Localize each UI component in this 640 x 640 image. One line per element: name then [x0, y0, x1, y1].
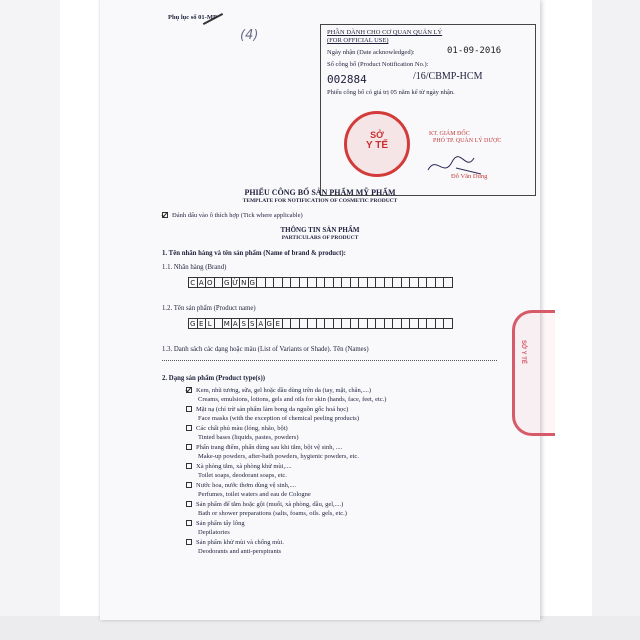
brand-letter-grid [188, 277, 452, 288]
date-acknowledged-label: Ngày nhận (Date acknowledged): [327, 49, 415, 56]
official-box-title: PHẦN DÀNH CHO CƠ QUAN QUẢN LÝ [327, 29, 443, 36]
letter-cell: L [205, 318, 215, 329]
appendix-label: Phụ lục số 01-MP [168, 14, 217, 21]
letter-cell: S [239, 318, 249, 329]
letter-cell: C [188, 277, 198, 288]
product-name-label: 1.2. Tên sản phẩm (Product name) [162, 305, 256, 312]
product-type-item [186, 519, 516, 537]
product-type-en: Toilet soaps, deodorant soaps, etc. [198, 472, 287, 479]
handwritten-page-number: (4) [240, 28, 259, 43]
product-type-vi [186, 500, 516, 509]
product-type-en: Bath or shower preparations (salts, foams, oils. gels, etc.) [198, 510, 347, 517]
letter-cell: G [248, 277, 258, 288]
official-box-title-en: (FOR OFFICIAL USE) [327, 37, 389, 44]
letter-cell: O [206, 279, 213, 287]
letter-cell: G [188, 318, 198, 329]
product-type-vi-text: Mặt nạ (chỉ trừ sản phẩm làm bong da nguồn gốc hoá học) [196, 406, 349, 413]
checkbox-icon [186, 539, 192, 545]
signer-title-1: KT. GIÁM ĐỐC [429, 131, 470, 137]
letter-cell: Ừ [232, 279, 239, 287]
seal-line-2: Y TẾ [365, 140, 389, 151]
notification-number-suffix: /16/CBMP-HCM [413, 71, 483, 82]
letter-cell [443, 318, 453, 329]
background-right [592, 0, 640, 640]
letter-cell [443, 277, 453, 288]
variants-dotted-line [162, 360, 497, 361]
checkbox-icon [186, 482, 192, 488]
product-type-heading: 2. Dạng sản phẩm (Product type(s)) [162, 375, 265, 382]
red-seal-stamp [344, 111, 410, 177]
official-use-box [320, 24, 536, 196]
product-type-vi [186, 462, 516, 471]
letter-cell: M [223, 320, 230, 328]
product-type-item [186, 424, 516, 442]
document-title: PHIẾU CÔNG BỐ SẢN PHẨM MỸ PHẨM [244, 188, 396, 197]
signer-name: Đỗ Văn Dũng [451, 173, 488, 180]
product-type-en: Depilatories [198, 529, 230, 536]
product-type-list [186, 386, 516, 557]
checkbox-icon [186, 463, 192, 469]
product-type-vi [186, 481, 516, 490]
product-type-vi-text: Nước hoa, nước thơm dùng vệ sinh,.... [196, 482, 297, 489]
product-type-vi-text: Sản phẩm khử mùi và chống mùi. [196, 539, 284, 546]
product-type-vi [186, 405, 516, 414]
product-type-vi [186, 538, 516, 547]
product-type-vi-text: Sản phẩm để tắm hoặc gội (muối, xà phòng, dầu, gel,....) [196, 501, 344, 508]
variants-label: 1.3. Danh sách các dạng hoặc màu (List of Variants or Shade). Tên (Names) [162, 346, 369, 353]
letter-cell: E [273, 318, 283, 329]
letter-cell: E [197, 318, 207, 329]
product-type-vi-text: Xà phòng tắm, xà phòng khử mùi,.... [196, 463, 292, 470]
letter-cell: G [265, 318, 275, 329]
letter-cell: S [248, 318, 258, 329]
date-acknowledged-value: 01-09-2016 [447, 46, 502, 56]
checkbox-icon [186, 444, 192, 450]
notification-number-value: 002884 [327, 73, 367, 86]
product-letter-grid [188, 318, 452, 329]
product-type-item [186, 481, 516, 499]
product-type-vi [186, 424, 516, 433]
checkbox-icon [186, 406, 192, 412]
seal-line-1: SỞ [370, 130, 384, 140]
product-type-item [186, 386, 516, 404]
product-type-item [186, 500, 516, 518]
brand-label: 1.1. Nhãn hàng (Brand) [162, 264, 227, 271]
brand-product-heading: 1. Tên nhãn hàng và tên sản phẩm (Name of brand & product): [162, 250, 346, 257]
product-type-vi-text: Sản phẩm tẩy lông [196, 520, 245, 527]
product-type-en: Deodorants and anti-perspirants [198, 548, 282, 555]
product-type-vi-text: Kem, nhũ tương, sữa, gel hoặc dầu dùng trên da (tay, mặt, chân,....) [196, 387, 372, 394]
product-type-vi-text: Phấn trang điểm, phấn dùng sau khi tắm, bột vệ sinh, .... [196, 444, 343, 451]
letter-cell: A [256, 318, 266, 329]
notification-number-label: Số công bố (Product Notification No.): [327, 61, 429, 68]
product-type-en: Tinted bases (liquids, pastes, powders) [198, 434, 299, 441]
tick-instruction-text: Đánh dấu vào ô thích hợp (Tick where applicable) [172, 212, 303, 219]
letter-cell: A [197, 277, 207, 288]
product-type-en: Make-up powders, after-bath powders, hygienic powders, etc. [198, 453, 359, 460]
product-type-vi [186, 386, 516, 395]
section-subtitle: PARTICULARS OF PRODUCT [281, 235, 359, 241]
checked-box-icon [186, 387, 192, 393]
letter-cell: A [231, 318, 241, 329]
product-type-vi [186, 519, 516, 528]
product-type-vi-text: Các chất phủ màu (lỏng, nhão, bột) [196, 425, 288, 432]
section-title: THÔNG TIN SẢN PHẨM [280, 226, 360, 234]
checkbox-icon [186, 520, 192, 526]
product-type-item [186, 443, 516, 461]
validity-note: Phiếu công bố có giá trị 05 năm kể từ ngày nhận. [327, 89, 455, 96]
checked-box-icon [162, 212, 168, 218]
product-type-en: Face masks (with the exception of chemical peeling products) [198, 415, 360, 422]
product-type-vi [186, 443, 516, 452]
partial-red-stamp [512, 310, 555, 436]
background-left [0, 0, 60, 640]
checkbox-icon [186, 425, 192, 431]
letter-cell: G [222, 277, 232, 288]
product-type-item [186, 462, 516, 480]
document-page [100, 0, 540, 620]
document-subtitle: TEMPLATE FOR NOTIFICATION OF COSMETIC PRODUCT [242, 198, 398, 204]
letter-cell: N [239, 277, 249, 288]
product-type-en: Creams, emulsions, lotions, gels and oils for skin (hands, face, feet, etc.) [198, 396, 387, 403]
signer-title-2: PHÓ TP. QUẢN LÝ DƯỢC [433, 138, 502, 144]
product-type-en: Perfumes, toilet waters and eau de Cologne [198, 491, 311, 498]
checkbox-icon [186, 501, 192, 507]
tick-instruction [162, 212, 303, 219]
partial-stamp-text: SỞ Y TẾ [520, 340, 526, 364]
product-type-item [186, 405, 516, 423]
product-type-item [186, 538, 516, 556]
